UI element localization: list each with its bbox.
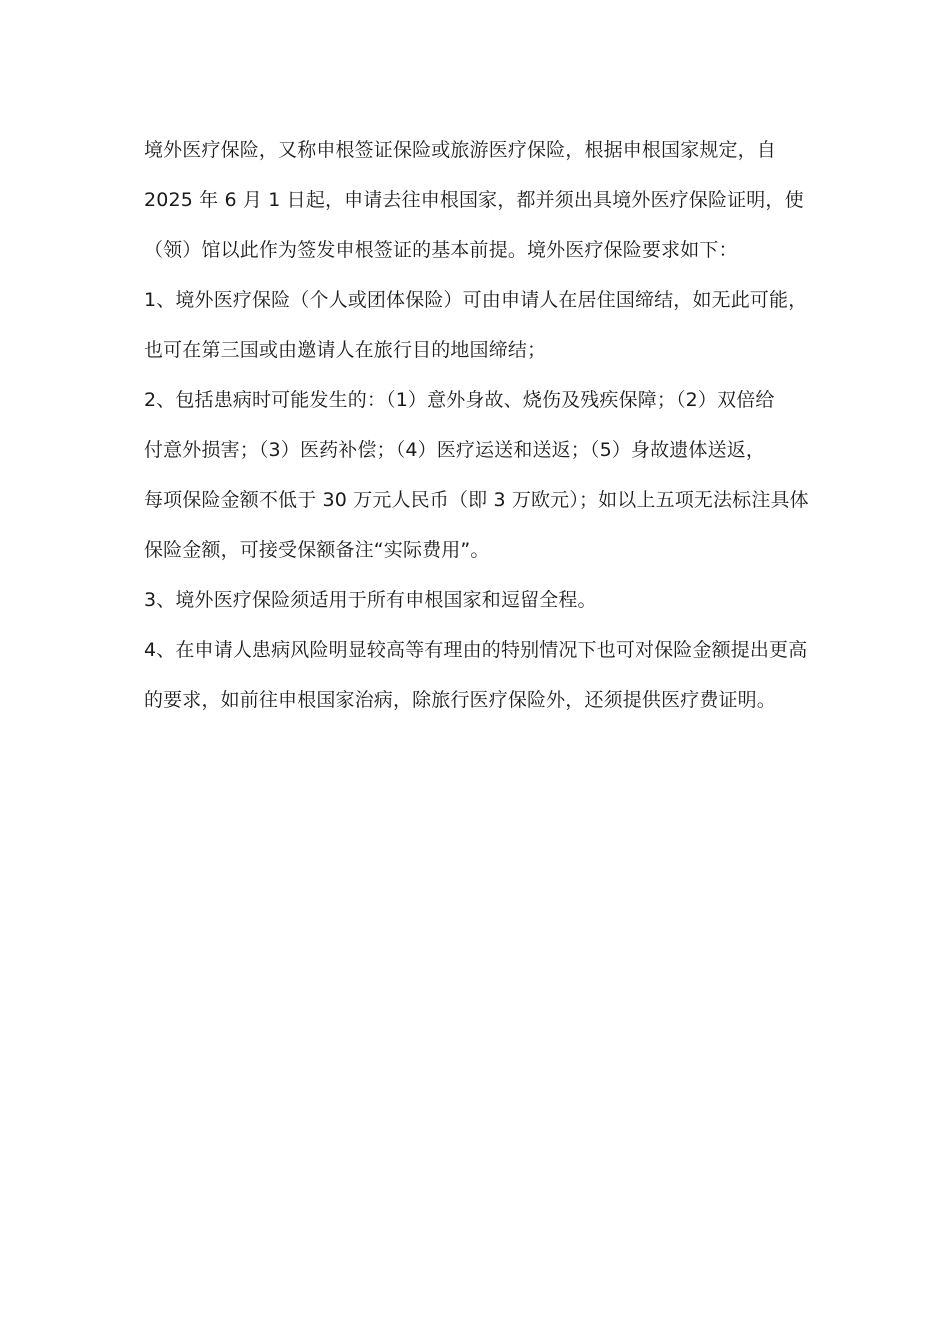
item-4-line-2: 的要求，如前往申根国家治病，除旅行医疗保险外，还须提供医疗费证明。 bbox=[144, 689, 776, 711]
intro-line-1: 境外医疗保险，又称申根签证保险或旅游医疗保险，根据申根国家规定，自 bbox=[144, 139, 776, 161]
item-4-line-1: 4、在申请人患病风险明显较高等有理由的特别情况下也可对保险金额提出更高 bbox=[144, 639, 808, 661]
document-body bbox=[144, 130, 816, 730]
item-2-line-1: 2、包括患病时可能发生的：（1）意外身故、烧伤及残疾保障；（2）双倍给 bbox=[144, 389, 775, 411]
item-2-line-2: 付意外损害；（3）医药补偿；（4）医疗运送和送返；（5）身故遗体送返， bbox=[144, 439, 766, 461]
item-2-line-4: 保险金额，可接受保额备注“实际费用”。 bbox=[144, 539, 490, 561]
intro-line-2: 2025 年 6 月 1 日起，申请去往申根国家，都并须出具境外医疗保险证明，使 bbox=[144, 189, 804, 211]
item-1-line-2: 也可在第三国或由邀请人在旅行目的地国缔结； bbox=[144, 339, 547, 361]
item-1-line-1: 1、境外医疗保险（个人或团体保险）可由申请人在居住国缔结，如无此可能， bbox=[144, 289, 808, 311]
item-3-line-1: 3、境外医疗保险须适用于所有申根国家和逗留全程。 bbox=[144, 589, 597, 611]
intro-line-3: （领）馆以此作为签发申根签证的基本前提。境外医疗保险要求如下： bbox=[144, 239, 738, 261]
item-2-line-3: 每项保险金额不低于 30 万元人民币（即 3 万欧元）；如以上五项无法标注具体 bbox=[144, 489, 809, 511]
